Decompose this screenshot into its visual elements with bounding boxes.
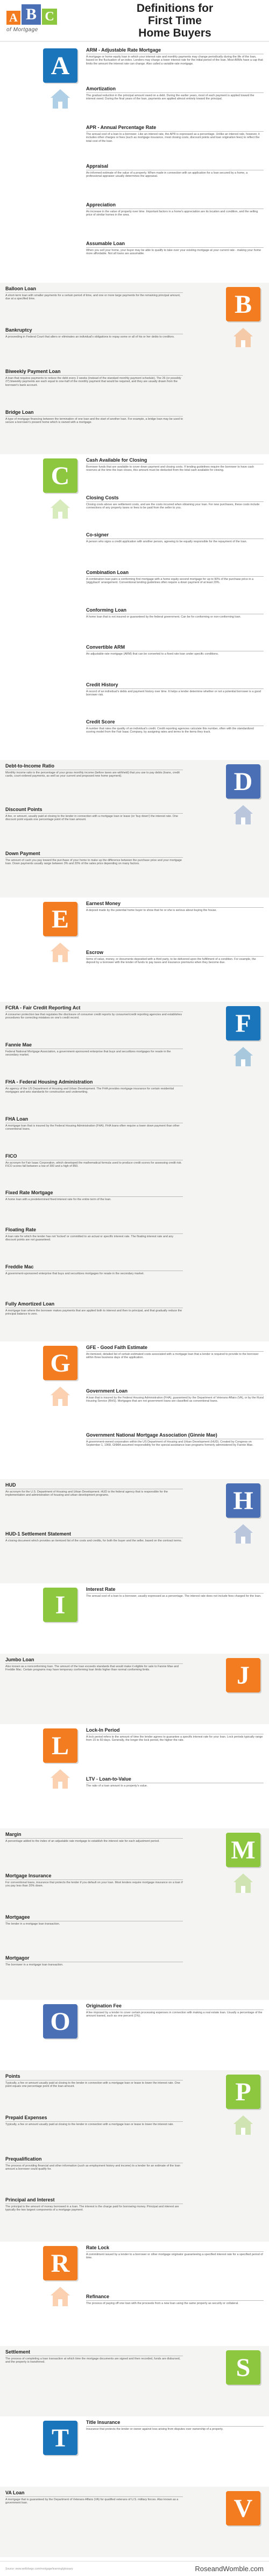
entry-definition: A mortgage loan that is insured by the Federal Housing Administration (FHA). FHA loans often require a lower down payment than other conventional loans. <box>5 1124 180 1131</box>
entry-term: VA Loan <box>5 2490 25 2495</box>
entry-term: Government Loan <box>86 1388 128 1394</box>
entry-term: FHA - Federal Housing Administration <box>5 1079 93 1085</box>
glossary-entry <box>86 2420 264 2431</box>
section-f <box>0 1002 269 1341</box>
entry-term: Freddie Mac <box>5 1264 34 1269</box>
entry-divider <box>5 857 183 858</box>
footer-source: Source: www.wellsfargo.com/mortgage/learning/glossary <box>5 2567 73 2571</box>
entry-term: Lock-In Period <box>86 1727 120 1733</box>
glossary-entry <box>86 125 264 143</box>
entry-definition: For conventional loans, insurance that protects the lender if you default on your loan. Most lenders require mortgage insurance on a loan if you pay less than 20% down. <box>5 1881 183 1888</box>
entry-term: Rate Lock <box>86 2245 110 2250</box>
entry-divider <box>86 1593 264 1594</box>
glossary-entry <box>86 2003 264 2018</box>
entry-term: Margin <box>5 1832 22 1837</box>
house-icon <box>48 941 72 964</box>
glossary-entry <box>5 369 183 387</box>
entry-divider <box>5 2121 183 2122</box>
entry-term: HUD <box>5 1482 16 1488</box>
section-r <box>0 2242 269 2346</box>
logo-tile-c: C <box>42 9 57 25</box>
glossary-entry <box>86 644 264 656</box>
letter-tile-b: B <box>226 287 260 321</box>
entry-divider <box>5 1838 183 1839</box>
entry-term: Credit History <box>86 682 118 687</box>
entry-term: Mortgage Insurance <box>5 1873 52 1878</box>
entry-term: GFE - Good Faith Estimate <box>86 1345 148 1350</box>
letter-tile-g: G <box>43 1346 77 1380</box>
entry-divider <box>86 1351 264 1352</box>
glossary-entry <box>5 1153 183 1168</box>
entry-divider <box>86 2251 264 2252</box>
entry-definition: Federal National Mortgage Association, a government-sponsored enterprise that buys and securitizes mortgages for resale in the secondary market. <box>5 1050 171 1057</box>
glossary-entry <box>86 1432 264 1447</box>
house-icon <box>231 1045 255 1068</box>
glossary-entry <box>5 1914 183 1926</box>
glossary-entry <box>5 2073 183 2089</box>
entry-term: Mortgagee <box>5 1914 30 1920</box>
entry-divider <box>86 92 264 93</box>
glossary-entry <box>86 241 264 256</box>
entry-definition: Items of value, money, or documents deposited with a third party, to be delivered upon the fulfillment of a condition. For example, the deposit by a borrower with the lender of funds to pay taxes and insurance premiums when they become due. <box>86 958 256 965</box>
entry-definition: A lock period refers to the amount of time the lender agrees to guarantee a specific interest rate for your loan. Lock periods typically range from 15 to 60 days. Generally, the longer the lock period, the higher the rate. <box>86 1735 263 1742</box>
entry-definition: A government-sponsored enterprise that buys and securitizes mortgages for resale in the secondary market. <box>5 1272 144 1275</box>
entry-definition: A mortgage loan where the borrower makes payments that are applied both to interest and then to principal, and that gradually reduce the principal balance to zero. <box>5 1309 182 1316</box>
entry-definition: A type of mortgage financing between the termination of one loan and the start of another loan. For example, a bridge loan may be used to secure a borrower's present home which is owned with a mortgage. <box>5 418 183 425</box>
glossary-entry <box>5 2490 183 2505</box>
letter-tile-e: E <box>43 902 77 936</box>
logo-tagline: of Mortgage <box>6 27 38 33</box>
section-j <box>0 1654 269 1724</box>
entry-definition: A loan that requires payments to reduce the debt every 2 weeks (instead of the standard monthly payment schedule). The 26 (or possibly 27) biweekly payments are each equal to one-half of the monthly payment that would be required, and they are usually drawn from the borrower's bank account. <box>5 377 181 387</box>
letter-tile-o: O <box>43 2004 77 2039</box>
section-h <box>0 1479 269 1583</box>
entry-definition: A commitment issued by a lender to a borrower or other mortgage originator guaranteeing a specified interest rate for a specified period of time. <box>86 2253 263 2260</box>
entry-term: Earnest Money <box>86 901 121 906</box>
section-a <box>0 44 269 283</box>
entry-term: FCRA - Fair Credit Reporting Act <box>5 1005 81 1010</box>
section-b <box>0 283 269 454</box>
entry-term: HUD-1 Settlement Statement <box>5 1531 72 1537</box>
glossary-entry <box>86 1776 264 1788</box>
glossary-entry <box>86 2294 264 2305</box>
entry-divider <box>5 813 183 814</box>
section-s <box>0 2346 269 2416</box>
glossary-entry <box>5 1190 183 1201</box>
entry-definition: A combination loan pairs a conforming first mortgage with a home equity second mortgage for up to 90% of the purchase price in a 'piggyback' arrangement. Conventional lending guidelines often require a down payment of at least 20%. <box>86 578 254 585</box>
glossary-entry <box>5 1264 183 1275</box>
entry-definition: A fee, or amount, usually paid at closing to the lender in connection with a mortgage loan or lease (or 'buy down') the interest rate. One discount point equals one percentage point of the loan amount. <box>5 815 178 822</box>
glossary-entry <box>86 532 264 543</box>
entry-term: Assumable Loan <box>86 241 125 246</box>
entry-term: Fully Amortized Loan <box>5 1301 55 1307</box>
entry-definition: A home loan that is not insured or guaranteed by the federal government. Can be for conforming or non-conforming loan. <box>86 615 241 619</box>
entry-definition: A deposit made by the potential home buyer to show that he or she is serious about buying the house. <box>86 909 217 912</box>
glossary-entry <box>5 1832 183 1843</box>
glossary-entry <box>5 2349 183 2364</box>
entry-divider <box>5 1011 183 1012</box>
entry-term: Closing Costs <box>86 495 119 500</box>
glossary-entry <box>86 682 264 697</box>
glossary-entry <box>86 202 264 217</box>
section-t <box>0 2416 269 2487</box>
entry-definition: A proceeding in Federal Court that alters or eliminates an individual's obligations to repay some or all of his or her debts to creditors. <box>5 335 175 339</box>
section-e <box>0 898 269 1002</box>
entry-term: Prequalification <box>5 2156 42 2162</box>
entry-divider <box>5 2496 183 2497</box>
entry-divider <box>86 688 264 689</box>
entry-divider <box>86 501 264 502</box>
glossary-entry <box>5 851 183 866</box>
letter-tile-m: M <box>226 1833 260 1867</box>
entry-divider <box>86 131 264 132</box>
entry-definition: A home loan with a predetermined fixed interest rate for the entire term of the loan. <box>5 1198 111 1201</box>
entry-definition: The process of paying off one loan with the proceeds from a new loan using the same property as security or collateral. <box>86 2302 239 2305</box>
entry-term: Credit Score <box>86 719 115 724</box>
entry-definition: An agency of the US Department of Housing and Urban Development. The FHA provides mortgage insurance for certain residential mortgages and sets standards for construction and underwriting. <box>5 1087 174 1094</box>
entry-definition: A loan that is insured by the Federal Housing Administration (FHA), guaranteed by the Department of Veterans Affairs (VA), or by the Rural Housing Service (RHS). Mortgages that are not government loans are classified as conventional loans. <box>86 1396 264 1403</box>
glossary-entry <box>5 1079 183 1094</box>
entry-term: Settlement <box>5 2349 31 2355</box>
glossary-entry <box>86 1345 264 1360</box>
entry-term: Co-signer <box>86 532 109 537</box>
section-g <box>0 1341 269 1479</box>
entry-term: Principal and Interest <box>5 2197 55 2202</box>
entry-term: Bankruptcy <box>5 327 32 333</box>
entry-divider <box>86 956 264 957</box>
glossary-entry <box>5 1873 183 1888</box>
glossary-entry <box>5 1531 183 1542</box>
entry-term: FHA Loan <box>5 1116 29 1122</box>
entry-definition: A government-owned corporation within the US Department of Housing and Urban Development (HUD). Created by Congress on September 1, 1968, GNMA assumed responsibility for the special assistance loan programs formerly administered by Fannie Mae. <box>86 1440 253 1447</box>
page-title <box>86 2 264 39</box>
infographic-header <box>0 0 269 42</box>
entry-definition: An informed estimate of the value of a property. When made in connection with an application for a loan secured by a home, a professional appraiser usually determines the appraisal. <box>86 171 248 178</box>
entry-divider <box>86 576 264 577</box>
entry-definition: Also known as a nonconforming loan. The amount of the loan exceeds standards that would make it eligible for sale to Fannie Mae and Freddie Mac. Certain programs may have temporary conforming loan limits higher than normal conforming limits. <box>5 1665 179 1672</box>
entry-term: Refinance <box>86 2294 110 2299</box>
entry-definition: A mortgage that is guaranteed by the Department of Veterans Affairs (VA) for qualified veterans of U.S. military forces. Also known as a government loan. <box>5 2498 179 2505</box>
glossary-entry <box>86 1388 264 1403</box>
entry-definition: The process of providing financial and other information (such as employment history and income) to a lender for an estimate of the loan amount a borrower could qualify for. <box>5 2164 180 2171</box>
glossary-entry <box>5 1227 183 1242</box>
entry-term: Escrow <box>86 950 104 955</box>
entry-term: Bridge Loan <box>5 410 34 415</box>
entry-definition: An increase in the value of property over time. Important factors in a home's appreciation are its location and condition, and the selling price of similar homes in the area. <box>86 210 258 217</box>
logo-tile-a: A <box>6 11 20 25</box>
entry-definition: A percentage added to the index of an adjustable rate mortgage to establish the interest rate for each adjustment period. <box>5 1840 160 1843</box>
house-icon <box>48 87 72 111</box>
entry-definition: A record of an individual's debts and payment history over time. It helps a lender determine whether or not a potential borrower is a good borrower risk. <box>86 690 261 697</box>
house-icon <box>48 2285 72 2308</box>
entry-divider <box>5 375 183 376</box>
glossary-entry <box>5 1657 183 1672</box>
entry-term: Jumbo Loan <box>5 1657 34 1662</box>
section-m <box>0 1828 269 2000</box>
glossary-entry <box>5 763 183 778</box>
letter-tile-c: C <box>43 458 77 493</box>
abc-logo <box>5 3 86 38</box>
entry-divider <box>5 292 183 293</box>
glossary-entry <box>86 495 264 510</box>
entry-definition: An adjustable-rate mortgage (ARM) that can be converted to a fixed rate loan under specific conditions. <box>86 652 219 656</box>
entry-definition: A closing document which provides an itemized list of the costs and credits, for both the buyer and the seller, based on the contract terms. <box>5 1539 182 1542</box>
entry-divider <box>5 1196 183 1197</box>
entry-term: Interest Rate <box>86 1587 116 1592</box>
glossary-entry <box>86 2245 264 2260</box>
entry-term: Amortization <box>86 86 116 91</box>
house-icon <box>48 1384 72 1408</box>
letter-tile-p: P <box>226 2075 260 2109</box>
entry-term: Mortgagor <box>5 1955 30 1961</box>
entry-term: Cash Available for Closing <box>86 457 147 463</box>
section-v <box>0 2487 269 2557</box>
footer-brand: RoseandWomble.com <box>195 2565 264 2573</box>
entry-divider <box>5 416 183 417</box>
letter-tile-j: J <box>226 1658 260 1692</box>
entry-definition: When you sell your home, your buyer may be able to qualify to take over your existing mortgage at your current rate - making your home more affordable. Not all loans are assumable. <box>86 249 261 256</box>
entry-term: Title Insurance <box>86 2420 121 2425</box>
entry-definition: Insurance that protects the lender or owner against loss arising from disputes over ownership of a property. <box>86 2428 223 2431</box>
glossary-entry <box>5 327 183 339</box>
glossary-entry <box>86 719 264 734</box>
entry-definition: An acronym for the U.S. Department of Housing and Urban Development. HUD is the federal agency that is responsible for the implementation and administration of housing and urban development programs. <box>5 1490 168 1497</box>
entry-definition: A number that rates the quality of an individual's credit. Credit reporting agencies calculate this number, often with the standardized scoring model from the Fair Isaac Company, by assigning rates and terms to the items they track. <box>86 727 254 734</box>
glossary-entry <box>5 1005 183 1020</box>
entry-definition: Borrower funds that are available to cover down payment and closing costs. If lending guidelines require the borrower to have cash reserves at the time the loan closes, this amount must be deducted from the total cash available for closing. <box>86 465 254 472</box>
glossary-entry <box>5 2156 183 2171</box>
letter-tile-v: V <box>226 2491 260 2525</box>
glossary-entry <box>86 1727 264 1742</box>
entry-definition: An itemized, detailed list of certain estimated costs associated with a mortgage loan that a lender is required to provide to the borrower within three business days of the application. <box>86 1353 259 1360</box>
letter-tile-h: H <box>226 1483 260 1518</box>
entry-term: Appraisal <box>86 163 109 169</box>
house-icon <box>48 497 72 521</box>
title-line-2: First Time <box>148 14 202 27</box>
glossary-entry <box>5 1955 183 1967</box>
house-icon <box>48 1767 72 1791</box>
entry-definition: Monthly income ratio is the percentage of your gross monthly income (before taxes are withheld) that you use to pay debts (loans, credit cards, court-ordered payments, as well as your current and proposed new home payment). <box>5 771 180 778</box>
glossary-entry <box>86 1587 264 1598</box>
footer <box>0 2561 269 2576</box>
entry-term: FICO <box>5 1153 17 1159</box>
glossary-entry <box>5 1042 183 1057</box>
house-icon <box>231 2113 255 2137</box>
entry-term: LTV - Loan-to-Value <box>86 1776 131 1782</box>
section-c <box>0 454 269 760</box>
section-o <box>0 2000 269 2070</box>
house-icon <box>231 326 255 349</box>
entry-term: ARM - Adjustable Rate Mortgage <box>86 47 161 53</box>
entry-term: Debt-to-Income Ratio <box>5 763 54 769</box>
entry-definition: The lender in a mortgage loan transaction. <box>5 1922 60 1926</box>
entry-term: Convertible ARM <box>86 644 125 650</box>
letter-tile-r: R <box>43 2246 77 2280</box>
entry-definition: Typically, a fee or amount usually paid at closing to the lender in connection with a mortgage loan or lease to lower the interest rate. One point equals one percentage point of the loan amount. <box>5 2082 180 2089</box>
entry-definition: The ratio of a loan amount to a property's value. <box>86 1784 148 1788</box>
entry-divider <box>86 247 264 248</box>
entry-definition: The annual cost of a loan to a borrower, usually expressed as a percentage. The interest rate does not include fees charged for the loan. <box>86 1595 261 1598</box>
house-icon <box>231 803 255 827</box>
glossary-entry <box>86 570 264 585</box>
entry-definition: A mortgage or home equity loan in which your interest rate and monthly payments may change periodically during the life of the loan, based on the fluctuation of an index. Lenders may charge a lower interest rate for the initial period of the loan. Most ARMs have a cap that limits the amount the interest rate can change. Also called a variable-rate mortgage. <box>86 55 263 66</box>
entry-definition: A fee imposed by a lender to cover certain processing expenses in connection with making a real estate loan. Usually a percentage of the amount loaned, such as one percent (1%). <box>86 2011 263 2018</box>
entry-term: Fannie Mae <box>5 1042 32 1047</box>
entry-term: Fixed Rate Mortgage <box>5 1190 53 1195</box>
entry-term: Origination Fee <box>86 2003 122 2008</box>
glossary-entry <box>86 86 264 101</box>
house-icon <box>231 1871 255 1895</box>
entry-definition: The principal is the amount of money borrowed in a loan. The interest is the charge paid for borrowing money. Principal and interest are typically the two largest components of a mortgage payment. <box>5 2205 179 2212</box>
title-line-1: Definitions for <box>136 2 214 15</box>
entry-definition: Closing costs above are settlement costs, and are the costs incurred when obtaining your loan. For new purchases, these costs include connections of any property taxes or fees to be paid from the seller to you. <box>86 503 260 510</box>
letter-tile-a: A <box>43 48 77 83</box>
entry-term: APR - Annual Percentage Rate <box>86 125 157 130</box>
glossary-entry <box>86 950 264 965</box>
letter-tile-l: L <box>43 1728 77 1763</box>
entry-divider <box>86 2426 264 2427</box>
glossary-entry <box>5 1482 183 1497</box>
glossary-entry <box>86 607 264 619</box>
letter-tile-d: D <box>226 764 260 799</box>
entry-term: Conforming Loan <box>86 607 126 613</box>
entry-definition: A consumer protection law that regulates the disclosure of consumer credit reports by consumer/credit reporting agencies and establishes procedures for correcting mistakes on one's credit record. <box>5 1013 182 1020</box>
glossary-entry <box>5 286 183 301</box>
house-icon <box>231 1522 255 1546</box>
letter-tile-s: S <box>226 2350 260 2385</box>
entry-divider <box>86 2300 264 2301</box>
entry-definition: A person who signs a credit application with another person, agreeing to be equally responsible for the repayment of the loan. <box>86 540 247 543</box>
entry-term: Discount Points <box>5 807 43 812</box>
entry-term: Down Payment <box>5 851 40 856</box>
entry-definition: An acronym for Fair Isaac Corporation, which developed the mathematical formula used to produce credit scores for assessing credit risk. FICO scores fall between a low of 300 and a high of 850. <box>5 1161 182 1168</box>
entry-definition: The annual cost of a loan to a borrower. Like an interest rate, the APR is expressed as a percentage. Unlike an interest rate, however, it includes other charges or fees (such as mortgage insurance, most closing costs, discount points and loan origination fees) to reflect the total cost of the loan. <box>86 133 260 143</box>
entry-definition: The gradual reduction in the principal amount owed on a debt. During the earlier years, most of each payment is applied toward the interest owed. During the final years of the loan, payments are applied almost entirely toward the principal. <box>86 94 254 101</box>
letter-tile-f: F <box>226 1006 260 1041</box>
glossary-entry <box>5 2197 183 2212</box>
entry-term: Combination Loan <box>86 570 129 575</box>
entry-definition: The borrower in a mortgage loan transaction. <box>5 1963 63 1967</box>
glossary-entry <box>5 807 183 822</box>
entry-definition: A short-term loan with smaller payments for a certain period of time, and one or more large payments for the remaining principal amount, due at a specified time. <box>5 294 181 301</box>
entry-term: Government National Mortgage Association (Ginnie Mae) <box>86 1432 217 1438</box>
entry-term: Points <box>5 2073 20 2079</box>
section-p <box>0 2070 269 2242</box>
letter-tile-t: T <box>43 2421 77 2455</box>
logo-tile-b: B <box>22 4 41 25</box>
title-line-3: Home Buyers <box>138 26 211 39</box>
section-d <box>0 760 269 898</box>
glossary-entry <box>5 1301 183 1316</box>
glossary-entry <box>5 410 183 425</box>
glossary-entry <box>86 163 264 178</box>
entry-definition: The process of completing a loan transaction at which time the mortgage documents are signed and then recorded, funds are disbursed, and the property is transferred. <box>5 2357 181 2364</box>
entry-term: Floating Rate <box>5 1227 37 1232</box>
glossary-entry <box>5 2115 183 2126</box>
letter-tile-i: I <box>43 1588 77 1622</box>
glossary-entry <box>5 1116 183 1131</box>
entry-term: Prepaid Expenses <box>5 2115 47 2120</box>
entry-divider <box>5 1663 183 1664</box>
section-i <box>0 1583 269 1654</box>
entry-term: Appreciation <box>86 202 116 207</box>
entry-divider <box>86 907 264 908</box>
entry-definition: Typically, a fee or amount usually paid at closing to the lender in connection with a mortgage loan or lease to lower the interest rate. <box>5 2123 174 2126</box>
entry-divider <box>5 1233 183 1234</box>
entry-definition: The amount of cash you pay toward the purchase of your home to make up the difference between the purchase price and your mortgage loan. Down payments usually range between 3% and 20% of the sales price depending on many factors. <box>5 859 182 866</box>
glossary-entry <box>86 901 264 912</box>
section-l <box>0 1724 269 1828</box>
entry-definition: A loan rate for which the lender has not 'locked' or committed to an actual or specific interest rate. The floating interest rate and any discount points are not guaranteed. <box>5 1235 174 1242</box>
glossary-entry <box>86 457 264 472</box>
entry-term: Biweekly Payment Loan <box>5 369 61 374</box>
entry-divider <box>5 1879 183 1880</box>
entry-term: Balloon Loan <box>5 286 36 291</box>
glossary-entry <box>86 47 264 66</box>
